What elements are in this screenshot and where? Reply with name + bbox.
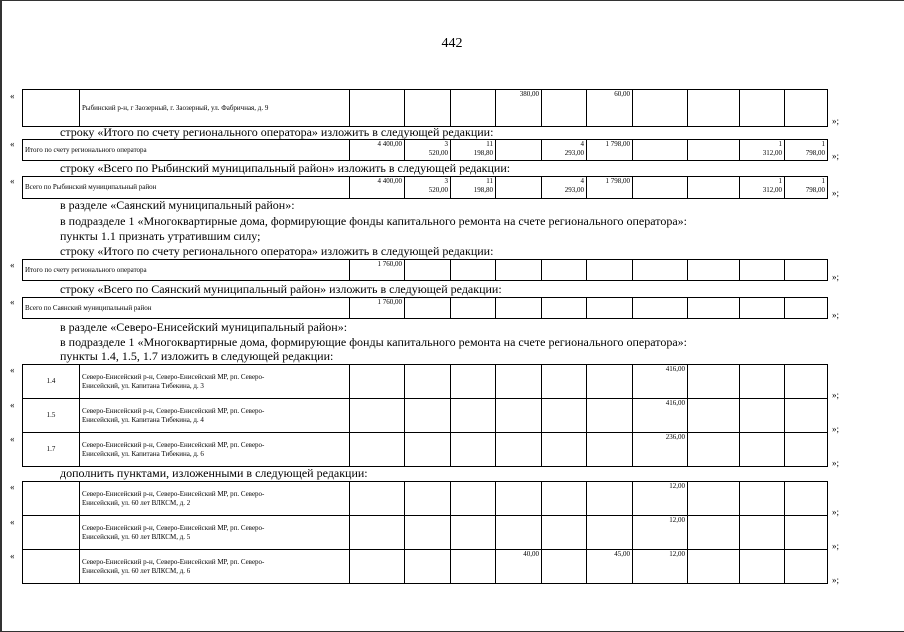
row-label: Итого по счету регионального оператора	[23, 260, 350, 281]
value-cell: 12,00	[633, 550, 688, 584]
value-cell: 520,00	[428, 149, 448, 157]
table-rybinsk-total-operator	[22, 139, 828, 161]
value-cell: 236,00	[633, 433, 688, 467]
table-sayansk-total-operator	[22, 259, 828, 281]
quote-open: «	[10, 551, 15, 561]
value-cell: 1 760,00	[350, 260, 405, 281]
value-cell: 293,00	[564, 149, 584, 157]
quote-close: »;	[832, 390, 840, 400]
quote-open: «	[10, 365, 15, 375]
table-rybinsk-total-district	[22, 176, 828, 199]
quote-close: »;	[832, 458, 840, 468]
value-cell: 416,00	[633, 365, 688, 399]
address-line: Северо-Енисейский р-н, Северо-Енисейский МР, рп. Северо-	[82, 406, 265, 415]
address-line: Енисейский, ул. Капитана Тибекина, д. 4	[82, 415, 204, 424]
address-line: Северо-Енисейский р-н, Северо-Енисейский МР, рп. Северо-	[82, 372, 265, 381]
address-line: Енисейский, ул. Капитана Тибекина, д. 3	[82, 381, 204, 390]
table-row	[23, 399, 828, 433]
value-cell: 312,00	[762, 149, 782, 157]
value-cell: 1 798,00	[587, 177, 633, 199]
table-row	[23, 550, 828, 584]
quote-close: »;	[832, 272, 840, 282]
value-cell: 198,80	[473, 186, 493, 194]
value-cell: 45,00	[587, 550, 633, 584]
address-line: Енисейский, ул. 60 лет ВЛКСМ, д. 2	[82, 498, 191, 507]
value-cell: 312,00	[762, 186, 782, 194]
instruction-text: строку «Итого по счету регионального оператора» изложить в следующей редакции:	[60, 125, 494, 139]
address-line: Енисейский, ул. Капитана Тибекина, д. 6	[82, 449, 204, 458]
value-cell: 1 760,00	[350, 298, 405, 319]
quote-close: »;	[832, 507, 840, 517]
row-label: Итого по счету регионального оператора	[23, 140, 350, 161]
item-number: 1.5	[23, 399, 80, 433]
value-cell: 11	[486, 140, 493, 148]
quote-close: »;	[832, 310, 840, 320]
instruction-text: пункты 1.4, 1.5, 1.7 изложить в следующей редакции:	[60, 349, 334, 363]
value-cell: 1	[778, 177, 782, 185]
quote-close: »;	[832, 151, 840, 161]
quote-open: «	[10, 400, 15, 410]
table-severo-eniseysk-items	[22, 364, 828, 467]
value-cell: 1	[778, 140, 782, 148]
address-line: Северо-Енисейский р-н, Северо-Енисейский МР, рп. Северо-	[82, 523, 265, 532]
value-cell: 198,80	[473, 149, 493, 157]
item-number: 1.4	[23, 365, 80, 399]
quote-open: «	[10, 91, 15, 101]
instruction-text: в разделе «Саянский муниципальный район»:	[60, 198, 295, 212]
table-sayansk-total-district	[22, 297, 828, 319]
value-cell: 1 798,00	[587, 140, 633, 161]
instruction-text: дополнить пунктами, изложенными в следующей редакции:	[60, 466, 368, 480]
table-row	[23, 260, 828, 281]
value-cell: 798,00	[805, 186, 825, 194]
quote-open: «	[10, 482, 15, 492]
value-cell: 12,00	[633, 516, 688, 550]
address-line: Енисейский, ул. 60 лет ВЛКСМ, д. 5	[82, 532, 191, 541]
table-row	[23, 140, 828, 161]
instruction-text: в разделе «Северо-Енисейский муниципальный район»:	[60, 320, 348, 334]
quote-close: »;	[832, 424, 840, 434]
instruction-text: в подразделе 1 «Многоквартирные дома, формирующие фонды капитального ремонта на счете регионального оператора»:	[60, 214, 687, 228]
value-cell: 11	[486, 177, 493, 185]
address-line: Северо-Енисейский р-н, Северо-Енисейский МР, рп. Северо-	[82, 489, 265, 498]
table-severo-eniseysk-new-items	[22, 481, 828, 584]
address-line: Северо-Енисейский р-н, Северо-Енисейский МР, рп. Северо-	[82, 440, 265, 449]
value-cell: 4 400,00	[350, 140, 405, 161]
address-line: Енисейский, ул. 60 лет ВЛКСМ, д. 6	[82, 566, 191, 575]
value-cell: 520,00	[428, 186, 448, 194]
address-cell: Рыбинский р-н, г Заозерный, г. Заозерный, ул. Фабричная, д. 9	[80, 90, 350, 127]
quote-open: «	[10, 260, 15, 270]
value-cell: 40,00	[496, 550, 542, 584]
quote-open: «	[10, 434, 15, 444]
table-row	[23, 433, 828, 467]
quote-close: »;	[832, 575, 840, 585]
table-row	[23, 482, 828, 516]
value-cell: 4	[580, 140, 584, 148]
table-row	[23, 298, 828, 319]
row-label: Всего по Рыбинский муниципальный район	[23, 177, 350, 199]
instruction-text: пункты 1.1 признать утратившим силу;	[60, 229, 261, 243]
value-cell: 12,00	[633, 482, 688, 516]
value-cell: 4	[580, 177, 584, 185]
table-row	[23, 177, 828, 199]
table-row	[23, 365, 828, 399]
table-row	[23, 516, 828, 550]
value-cell: 3	[444, 177, 448, 185]
table-row	[23, 90, 828, 127]
value-cell: 380,00	[496, 90, 542, 127]
instruction-text: строку «Всего по Рыбинский муниципальный район» изложить в следующей редакции:	[60, 161, 511, 175]
value-cell: 1	[821, 177, 825, 185]
row-label: Всего по Саянский муниципальный район	[23, 298, 350, 319]
quote-close: »;	[832, 188, 840, 198]
value-cell: 798,00	[805, 149, 825, 157]
value-cell: 3	[444, 140, 448, 148]
table-rybinsk-item	[22, 89, 828, 127]
value-cell: 4 400,00	[350, 177, 405, 199]
instruction-text: в подразделе 1 «Многоквартирные дома, формирующие фонды капитального ремонта на счете регионального оператора»:	[60, 335, 687, 349]
quote-open: «	[10, 176, 15, 186]
value-cell: 416,00	[633, 399, 688, 433]
address-line: Северо-Енисейский р-н, Северо-Енисейский МР, рп. Северо-	[82, 557, 265, 566]
quote-close: »;	[832, 541, 840, 551]
quote-open: «	[10, 139, 15, 149]
page-number: 442	[441, 36, 463, 51]
quote-close: »;	[832, 116, 840, 126]
quote-open: «	[10, 517, 15, 527]
value-cell: 60,00	[587, 90, 633, 127]
quote-open: «	[10, 297, 15, 307]
item-number: 1.7	[23, 433, 80, 467]
instruction-text: строку «Итого по счету регионального оператора» изложить в следующей редакции:	[60, 244, 494, 258]
value-cell: 293,00	[564, 186, 584, 194]
instruction-text: строку «Всего по Саянский муниципальный район» изложить в следующей редакции:	[60, 282, 502, 296]
value-cell: 1	[821, 140, 825, 148]
